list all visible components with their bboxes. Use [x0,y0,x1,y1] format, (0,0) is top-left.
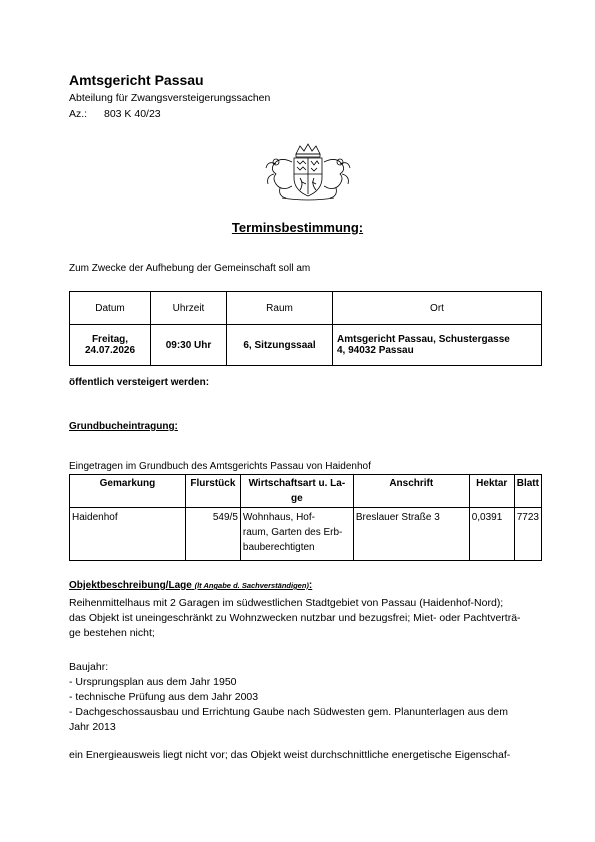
objekt-title-text: Objektbeschreibung/Lage [69,580,192,591]
header-date: Datum [70,292,151,325]
baujahr-item-3: - Dachgeschossausbau und Errichtung Gaube nach Südwesten gem. Planunterlagen aus dem [69,706,508,718]
cell-blatt: 7723 [514,508,541,561]
case-number: 803 K 40/23 [104,108,161,120]
objekt-source-note: (lt Angabe d. Sachverständigen) [194,581,309,590]
place-line-2: 4, 94032 Passau [337,345,414,356]
appointment-place [333,325,542,366]
court-name: Amtsgericht Passau [69,72,204,88]
header-wirtschaftsart [240,475,353,508]
table-header-row [70,475,542,508]
bavarian-coat-of-arms [262,140,354,202]
section-title-grundbuch: Grundbucheintragung: [69,421,178,432]
baujahr-item-2: - technische Prüfung aus dem Jahr 2003 [69,691,259,703]
table-row [70,325,542,366]
grundbuch-intro: Eingetragen im Grundbuch des Amtsgerichts Passau von Haidenhof [69,461,371,472]
header-blatt: Blatt [514,475,541,508]
land-register-table [69,474,542,561]
baujahr-item-3-cont: Jahr 2013 [69,721,116,733]
cell-gemarkung: Haidenhof [70,508,186,561]
page-title: Terminsbestimmung: [231,220,364,235]
appointment-date [70,325,151,366]
wirtschaftsart-line-3: bauberechtigten [242,542,315,553]
header-place: Ort [333,292,542,325]
objekt-line-3: ge bestehen nicht; [69,627,155,639]
cell-hektar: 0,0391 [469,508,514,561]
cell-flurstueck: 549/5 [185,508,240,561]
header-gemarkung: Gemarkung [70,475,186,508]
appointment-room: 6, Sitzungssaal [227,325,333,366]
header-flurstueck: Flurstück [185,475,240,508]
appointment-time: 09:30 Uhr [151,325,227,366]
objekt-line-1: Reihenmittelhaus mit 2 Garagen im südwestlichen Stadtgebiet von Passau (Haidenhof-Nord); [69,597,504,609]
place-line-1: Amtsgericht Passau, Schustergasse [337,334,510,345]
department-name: Abteilung für Zwangsversteigerungssachen [69,92,271,104]
header-room: Raum [227,292,333,325]
baujahr-item-1: - Ursprungsplan aus dem Jahr 1950 [69,676,237,688]
section-title-objekt [69,580,312,591]
baujahr-label: Baujahr: [69,661,109,673]
header-wirtschaftsart-line-1: Wirtschaftsart u. La- [248,478,346,489]
energy-statement: ein Energieausweis liegt nicht vor; das Objekt weist durchschnittliche energetische Eigenschaf- [69,749,511,761]
date-value: 24.07.2026 [84,345,136,356]
wirtschaftsart-line-2: raum, Garten des Erb- [242,527,343,538]
objekt-title-colon: : [308,580,313,591]
cell-wirtschaftsart [240,508,353,561]
intro-text: Zum Zwecke der Aufhebung der Gemeinschaft soll am [69,263,311,274]
appointment-table [69,291,542,366]
cell-anschrift: Breslauer Straße 3 [353,508,469,561]
table-header-row [70,292,542,325]
objekt-line-2: das Objekt ist uneingeschränkt zu Wohnzwecken nutzbar und bezugsfrei; Miet- oder Pachtverträ- [69,612,521,624]
date-weekday: Freitag, [91,334,129,345]
header-wirtschaftsart-line-2: ge [291,493,303,504]
sold-statement: öffentlich versteigert werden: [69,377,210,388]
header-time: Uhrzeit [151,292,227,325]
table-row [70,508,542,561]
wirtschaftsart-line-1: Wohnhaus, Hof- [242,512,315,523]
case-number-label: Az.: [69,108,88,120]
header-hektar: Hektar [469,475,514,508]
header-anschrift: Anschrift [353,475,469,508]
